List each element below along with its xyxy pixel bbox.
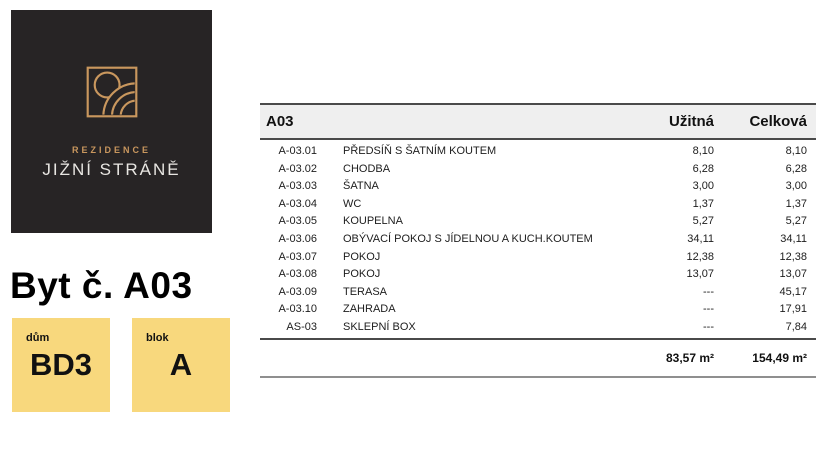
area-table — [260, 103, 816, 378]
room-area-uzitna: 13,07 — [686, 268, 714, 281]
unit-badges — [12, 318, 230, 412]
table-row — [260, 213, 816, 231]
sun-over-terraced-slope-icon — [85, 65, 139, 119]
room-code: A-03.09 — [278, 285, 317, 298]
room-code: A-03.03 — [278, 180, 317, 193]
table-row — [260, 301, 816, 319]
room-name: POKOJ — [343, 250, 381, 263]
table-title: A03 — [266, 113, 294, 130]
totals-row — [260, 339, 816, 377]
room-name: OBÝVACÍ POKOJ S JÍDELNOU A KUCH.KOUTEM — [343, 232, 593, 245]
area-sheet — [260, 103, 816, 378]
room-area-uzitna: 6,28 — [692, 162, 714, 175]
room-name: POKOJ — [343, 268, 381, 281]
room-name: PŘEDSÍŇ S ŠATNÍM KOUTEM — [343, 145, 497, 157]
room-name: ŠATNA — [343, 180, 379, 193]
block-badge-label: blok — [146, 332, 169, 344]
total-uzitna: 83,57 m² — [665, 350, 714, 365]
house-badge — [12, 318, 110, 412]
table-row — [260, 318, 816, 339]
table-row — [260, 139, 816, 160]
area-table-header — [260, 104, 816, 139]
room-area-celkova: 5,27 — [785, 215, 807, 228]
table-row — [260, 160, 816, 178]
table-row — [260, 195, 816, 213]
room-code: A-03.05 — [278, 215, 317, 228]
room-area-uzitna: 3,00 — [692, 180, 714, 193]
room-name: WC — [343, 197, 362, 210]
room-area-celkova: 34,11 — [780, 232, 807, 245]
room-code: A-03.10 — [278, 303, 317, 316]
column-header-uzitna: Užitná — [669, 113, 714, 130]
block-badge-value: A — [169, 347, 193, 382]
room-name: KOUPELNA — [343, 215, 403, 228]
room-area-celkova: 1,37 — [785, 197, 807, 210]
brand-logo-card — [11, 10, 212, 233]
room-area-celkova: 17,91 — [779, 303, 807, 316]
column-header-celkova: Celková — [749, 113, 807, 130]
room-area-uzitna: --- — [703, 285, 714, 298]
table-row — [260, 283, 816, 301]
block-badge — [132, 318, 230, 412]
brand-name: JIŽNÍ STRÁNĚ — [42, 160, 181, 179]
room-code: A-03.02 — [278, 162, 317, 175]
house-badge-value: BD3 — [29, 347, 92, 382]
house-badge-label: dům — [26, 332, 50, 344]
room-area-uzitna: 5,27 — [692, 215, 714, 228]
room-area-celkova: 45,17 — [779, 285, 807, 298]
room-code: A-03.01 — [278, 145, 317, 157]
room-name: SKLEPNÍ BOX — [343, 320, 416, 333]
room-code: A-03.06 — [278, 232, 317, 245]
room-area-uzitna: 12,38 — [686, 250, 714, 263]
room-area-celkova: 7,84 — [785, 320, 807, 333]
room-name: CHODBA — [343, 162, 391, 175]
room-area-celkova: 13,07 — [779, 268, 807, 281]
room-code: A-03.04 — [278, 197, 317, 210]
room-code: A-03.08 — [278, 268, 317, 281]
table-row — [260, 177, 816, 195]
room-area-celkova: 6,28 — [785, 162, 807, 175]
room-code: AS-03 — [286, 320, 317, 333]
room-area-celkova: 12,38 — [779, 250, 807, 263]
room-code: A-03.07 — [278, 250, 317, 263]
room-area-celkova: 3,00 — [785, 180, 807, 193]
room-name: TERASA — [343, 285, 388, 298]
table-row — [260, 248, 816, 266]
table-row — [260, 265, 816, 283]
room-area-uzitna: 1,37 — [692, 197, 714, 210]
room-area-uzitna: 8,10 — [692, 145, 714, 157]
room-area-uzitna: --- — [703, 320, 714, 333]
room-area-uzitna: 34,11 — [687, 232, 714, 245]
total-celkova: 154,49 m² — [752, 350, 807, 365]
brand-subtitle: REZIDENCE — [71, 145, 151, 155]
room-area-uzitna: --- — [703, 303, 714, 316]
room-area-celkova: 8,10 — [785, 145, 807, 157]
page-title: Byt č. A03 — [10, 265, 193, 306]
area-table-body — [260, 139, 816, 339]
table-row — [260, 230, 816, 248]
room-name: ZAHRADA — [343, 303, 396, 316]
